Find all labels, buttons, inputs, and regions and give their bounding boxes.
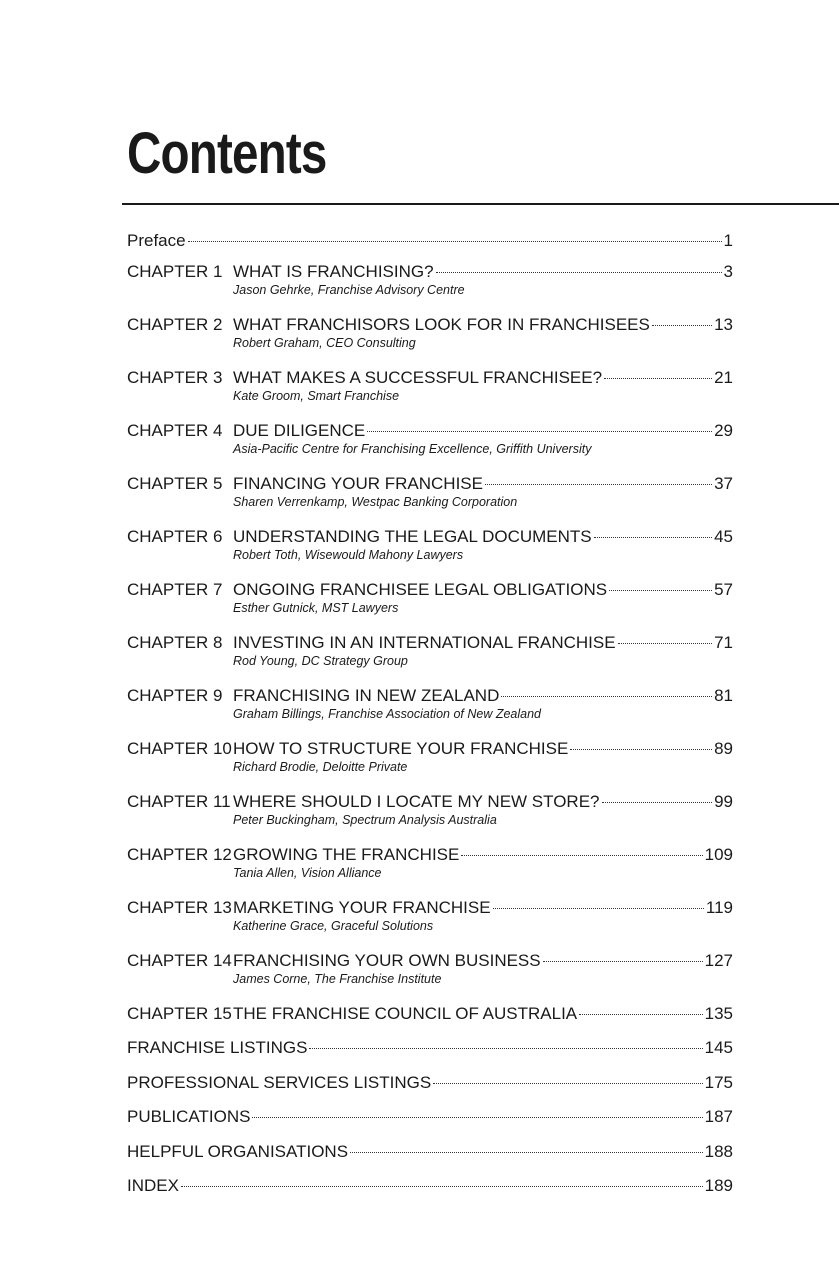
page-number: 187: [704, 1107, 733, 1126]
toc-entry[interactable]: [127, 1141, 733, 1162]
entry-title: FINANCING YOUR FRANCHISE: [233, 474, 483, 493]
page-number: 37: [714, 474, 733, 493]
entry-title: HELPFUL ORGANISATIONS: [127, 1142, 349, 1161]
entry-title: WHAT FRANCHISORS LOOK FOR IN FRANCHISEES: [233, 315, 650, 334]
toc-entry[interactable]: [127, 950, 733, 987]
entry-title: WHAT MAKES A SUCCESSFUL FRANCHISEE?: [233, 368, 603, 387]
page-number: 57: [714, 580, 733, 599]
toc-entry[interactable]: [127, 897, 733, 934]
entry-title: PUBLICATIONS: [127, 1107, 251, 1126]
page-number: 81: [714, 686, 733, 705]
chapter-label: CHAPTER 11: [127, 792, 231, 811]
toc-entry[interactable]: [127, 261, 733, 298]
chapter-author: Jason Gehrke, Franchise Advisory Centre: [233, 283, 465, 297]
entry-title: FRANCHISING YOUR OWN BUSINESS: [233, 951, 541, 970]
chapter-label: CHAPTER 12: [127, 845, 232, 864]
chapter-label: CHAPTER 3: [127, 368, 223, 387]
page-number: 3: [723, 262, 733, 281]
chapter-author: Asia-Pacific Centre for Franchising Excellence, Griffith University: [233, 442, 592, 456]
chapter-label: CHAPTER 9: [127, 686, 223, 705]
dot-leader: [309, 1048, 702, 1049]
toc-entry[interactable]: [127, 1037, 733, 1058]
dot-leader: [570, 749, 712, 750]
page-number: 189: [704, 1176, 733, 1195]
chapter-label: CHAPTER 10: [127, 739, 232, 758]
toc-entry[interactable]: [127, 526, 733, 563]
toc-entry[interactable]: [127, 1175, 733, 1196]
chapter-author: Sharen Verrenkamp, Westpac Banking Corporation: [233, 495, 518, 509]
dot-leader: [602, 802, 713, 803]
page-number: 127: [704, 951, 733, 970]
dot-leader: [436, 272, 722, 273]
toc-entry[interactable]: [127, 632, 733, 669]
entry-title: ONGOING FRANCHISEE LEGAL OBLIGATIONS: [233, 580, 608, 599]
dot-leader: [252, 1117, 702, 1118]
chapter-label: CHAPTER 2: [127, 315, 223, 334]
toc-entry[interactable]: [127, 738, 733, 775]
dot-leader: [543, 961, 703, 962]
entry-title: HOW TO STRUCTURE YOUR FRANCHISE: [233, 739, 569, 758]
entry-title: INDEX: [127, 1176, 179, 1195]
page-number: 119: [705, 898, 733, 917]
toc-entry[interactable]: [127, 685, 733, 722]
page-number: 45: [714, 527, 733, 546]
toc-entry[interactable]: [127, 791, 733, 828]
entry-title: FRANCHISE LISTINGS: [127, 1038, 308, 1057]
page-number: 13: [714, 315, 733, 334]
chapter-label: CHAPTER 14: [127, 951, 232, 970]
page-number: 135: [704, 1004, 733, 1023]
toc-entry[interactable]: [127, 314, 733, 351]
entry-title: MARKETING YOUR FRANCHISE: [233, 898, 491, 917]
chapter-author: Tania Allen, Vision Alliance: [233, 866, 382, 880]
entry-title: THE FRANCHISE COUNCIL OF AUSTRALIA: [233, 1004, 578, 1023]
chapter-author: Graham Billings, Franchise Association of New Zealand: [233, 707, 542, 721]
title-rule: [122, 203, 839, 205]
chapter-author: James Corne, The Franchise Institute: [233, 972, 442, 986]
page-number: 99: [714, 792, 733, 811]
chapter-author: Peter Buckingham, Spectrum Analysis Australia: [233, 813, 497, 827]
dot-leader: [604, 378, 712, 379]
dot-leader: [350, 1152, 703, 1153]
chapter-author: Rod Young, DC Strategy Group: [233, 654, 408, 668]
toc-entry[interactable]: [127, 844, 733, 881]
page-number: 145: [704, 1038, 733, 1057]
toc-entry[interactable]: [127, 367, 733, 404]
chapter-author: Esther Gutnick, MST Lawyers: [233, 601, 399, 615]
chapter-author: Robert Toth, Wisewould Mahony Lawyers: [233, 548, 464, 562]
entry-title: Preface: [127, 231, 186, 250]
toc-entry[interactable]: [127, 1072, 733, 1093]
toc-entry[interactable]: [127, 230, 733, 251]
chapter-label: CHAPTER 15: [127, 1004, 232, 1023]
dot-leader: [594, 537, 712, 538]
toc-entry[interactable]: [127, 1003, 733, 1024]
entry-title: PROFESSIONAL SERVICES LISTINGS: [127, 1073, 432, 1092]
toc-entry[interactable]: [127, 473, 733, 510]
chapter-author: Robert Graham, CEO Consulting: [233, 336, 416, 350]
dot-leader: [181, 1186, 703, 1187]
chapter-label: CHAPTER 8: [127, 633, 223, 652]
dot-leader: [501, 696, 712, 697]
dot-leader: [652, 325, 712, 326]
page-number: 1: [723, 231, 733, 250]
page-number: 175: [704, 1073, 733, 1092]
dot-leader: [367, 431, 712, 432]
chapter-author: Kate Groom, Smart Franchise: [233, 389, 400, 403]
page-number: 71: [714, 633, 733, 652]
dot-leader: [493, 908, 704, 909]
chapter-author: Richard Brodie, Deloitte Private: [233, 760, 408, 774]
toc-entry[interactable]: [127, 579, 733, 616]
entry-title: DUE DILIGENCE: [233, 421, 366, 440]
dot-leader: [461, 855, 702, 856]
dot-leader: [188, 241, 722, 242]
chapter-label: CHAPTER 13: [127, 898, 232, 917]
chapter-author: Katherine Grace, Graceful Solutions: [233, 919, 434, 933]
toc-entry[interactable]: [127, 420, 733, 457]
page-number: 89: [714, 739, 733, 758]
chapter-label: CHAPTER 5: [127, 474, 223, 493]
chapter-label: CHAPTER 6: [127, 527, 223, 546]
entry-title: FRANCHISING IN NEW ZEALAND: [233, 686, 500, 705]
page-number: 29: [714, 421, 733, 440]
entry-title: UNDERSTANDING THE LEGAL DOCUMENTS: [233, 527, 592, 546]
dot-leader: [433, 1083, 702, 1084]
page-number: 109: [704, 845, 733, 864]
entry-title: WHAT IS FRANCHISING?: [233, 262, 434, 281]
dot-leader: [609, 590, 712, 591]
page-number: 21: [714, 368, 733, 387]
chapter-label: CHAPTER 4: [127, 421, 223, 440]
chapter-label: CHAPTER 7: [127, 580, 223, 599]
chapter-label: CHAPTER 1: [127, 262, 223, 281]
toc-entry[interactable]: [127, 1106, 733, 1127]
entry-title: INVESTING IN AN INTERNATIONAL FRANCHISE: [233, 633, 616, 652]
entry-title: GROWING THE FRANCHISE: [233, 845, 460, 864]
page-number: 188: [704, 1142, 733, 1161]
dot-leader: [618, 643, 713, 644]
entry-title: WHERE SHOULD I LOCATE MY NEW STORE?: [233, 792, 600, 811]
dot-leader: [485, 484, 712, 485]
dot-leader: [579, 1014, 702, 1015]
page-title: Contents: [127, 121, 327, 186]
